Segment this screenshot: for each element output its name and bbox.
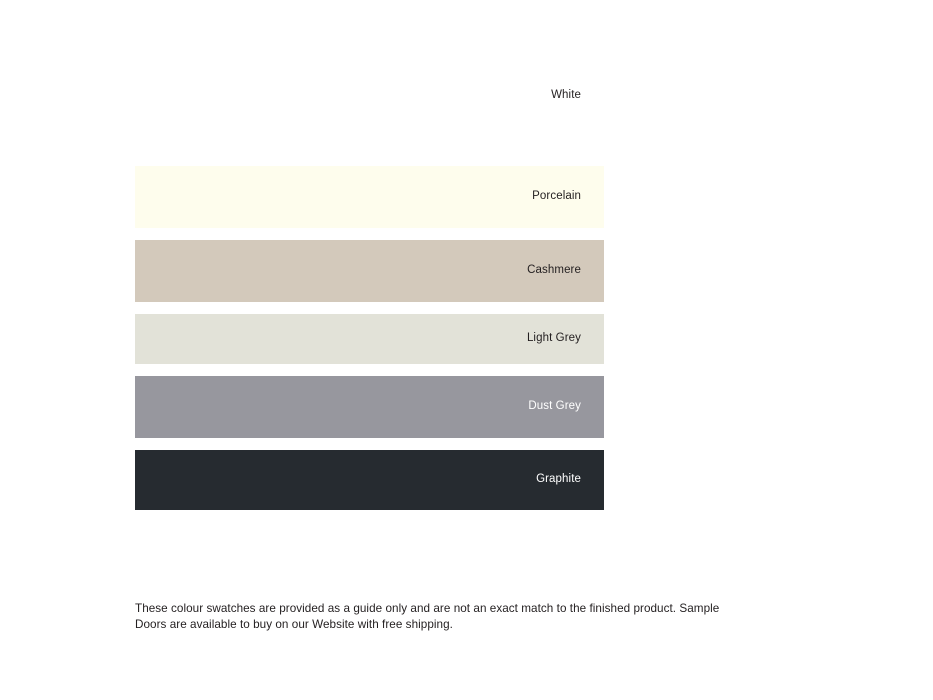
swatch-label-white: White: [551, 89, 581, 102]
swatch-porcelain: [135, 166, 604, 228]
swatch-graphite: [135, 450, 604, 510]
swatch-cashmere: [135, 240, 604, 302]
swatch-label-cashmere: Cashmere: [527, 264, 581, 277]
swatch-label-dust-grey: Dust Grey: [528, 400, 581, 413]
swatch-label-graphite: Graphite: [536, 473, 581, 486]
swatch-white: [135, 67, 604, 125]
swatch-label-porcelain: Porcelain: [532, 190, 581, 203]
swatch-dust-grey: [135, 376, 604, 438]
swatch-light-grey: [135, 314, 604, 364]
disclaimer-text: These colour swatches are provided as a guide only and are not an exact match to the finished product. Sample Doors are available to buy on our Website with free shipping.: [135, 602, 720, 631]
swatch-label-light-grey: Light Grey: [526, 332, 581, 345]
